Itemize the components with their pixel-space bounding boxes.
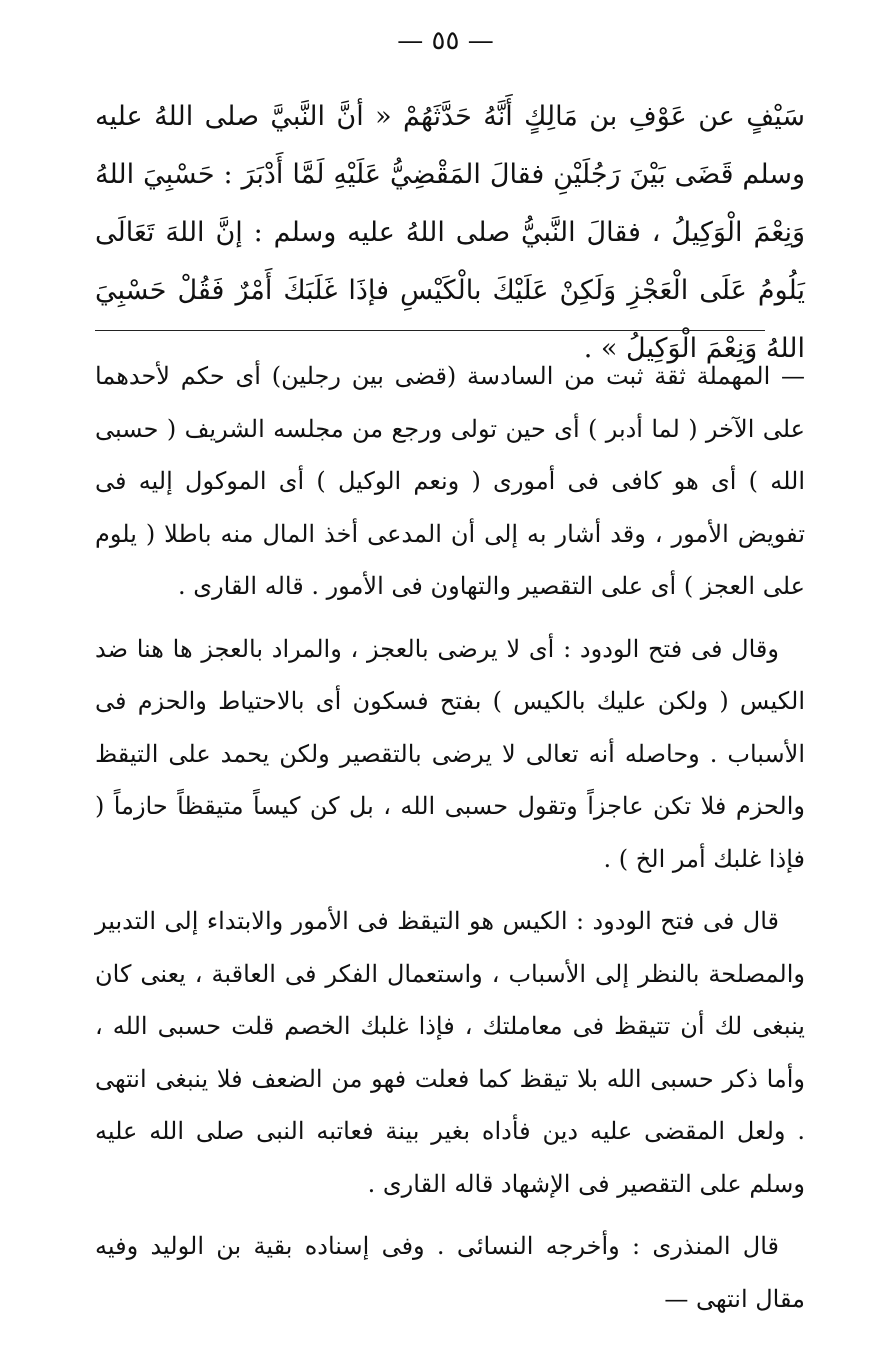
- commentary-section: [95, 350, 805, 1335]
- page-number: — ٥٥ —: [397, 26, 494, 56]
- commentary-paragraph-1: — المهملة ثقة ثبت من السادسة (قضى بين رجلين) أى حكم لأحدهما على الآخر ( لما أدبر ) أى حين تولى ورجع من مجلسه الشريف ( حسبى الله ) أى هو كافى فى أمورى ( ونعم الوكيل ) أى الموكول إليه فى تفويض الأمور ، وقد أشار به إلى أن المدعى أخذ المال منه باطلا ( يلوم على العجز ) أى على التقصير والتهاون فى الأمور . قاله القارى .: [95, 362, 805, 600]
- commentary-paragraph-4: قال المنذرى : وأخرجه النسائى . وفى إسناده بقية بن الوليد وفيه مقال انتهى —: [95, 1232, 805, 1313]
- commentary-paragraph-3: قال فى فتح الودود : الكيس هو التيقظ فى الأمور والابتداء إلى التدبير والمصلحة بالنظر إلى الأسباب ، واستعمال الفكر فى العاقبة ، يعنى كان ينبغى لك أن تتيقظ فى معاملتك ، فإذا غلبك الخصم قلت حسبى الله ، وأما ذكر حسبى الله بلا تيقظ كما فعلت فهو من الضعف فلا ينبغى انتهى . ولعل المقضى عليه دين فأداه بغير بينة فعاتبه النبى صلى الله عليه وسلم على التقصير فى الإشهاد قاله القارى .: [95, 907, 805, 1198]
- footnote-divider: [95, 330, 765, 331]
- commentary-paragraph-2: وقال فى فتح الودود : أى لا يرضى بالعجز ، والمراد بالعجز ها هنا ضد الكيس ( ولكن عليك بالكيس ) بفتح فسكون أى بالاحتياط والحزم فى الأسباب . وحاصله أنه تعالى لا يرضى بالتقصير ولكن يحمد على التيقظ والحزم فلا تكن عاجزاً وتقول حسبى الله ، بل كن كيساً متيقظاً حازماً ( فإذا غلبك أمر الخ ) .: [95, 634, 805, 873]
- hadith-text: سَيْفٍ عن عَوْفِ بن مَالِكٍ أَنَّهُ حَدَّثَهُمْ « أنَّ النَّبيَّ صلى اللهُ عليه وسلم قَضَى بَيْنَ رَجُلَيْنِ فقالَ المَقْضِيُّ عَلَيْهِ لَمَّا أَدْبَرَ : حَسْبِيَ اللهُ وَنِعْمَ الْوَكِيلُ ، فقالَ النَّبيُّ صلى اللهُ عليه وسلم : إنَّ اللهَ تَعَالَى يَلُومُ عَلَى الْعَجْزِ وَلَكِنْ عَلَيْكَ بالْكَيْسِ فإذَا غَلَبَكَ أَمْرٌ فَقُلْ حَسْبِيَ اللهُ وَنِعْمَ الْوَكِيلُ » .: [95, 101, 805, 364]
